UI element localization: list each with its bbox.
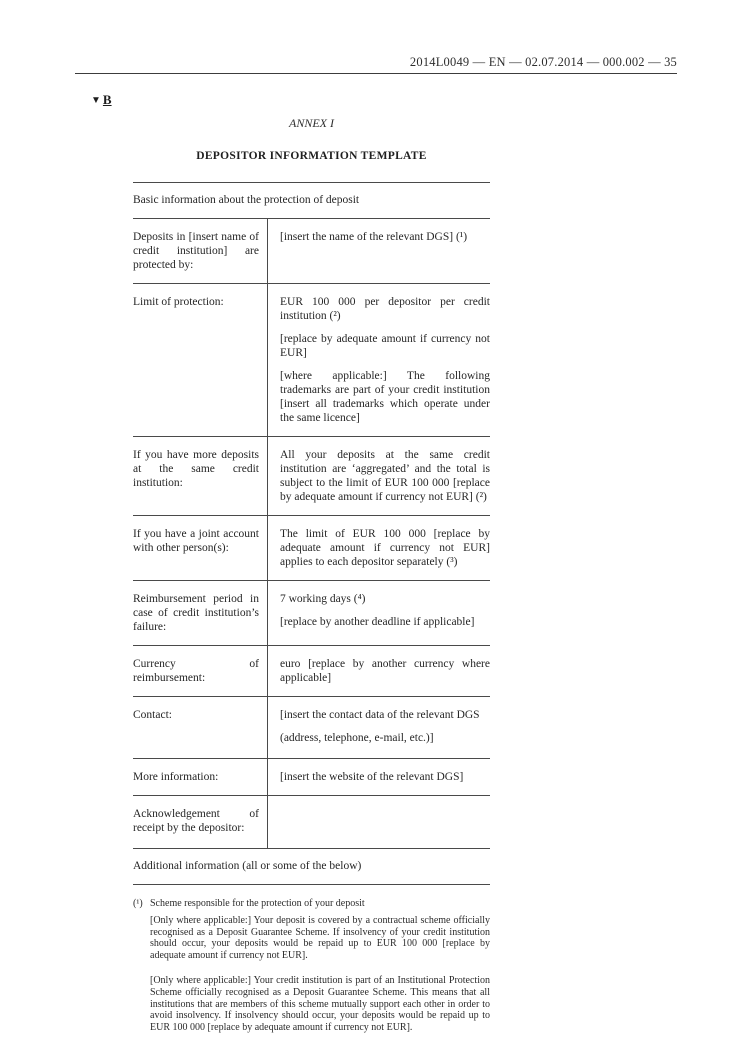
triangle-down-icon: ▼: [91, 95, 101, 106]
change-marker: [91, 92, 112, 108]
row-value-paragraph: [insert the website of the relevant DGS]: [280, 771, 464, 783]
row-value: [268, 219, 490, 283]
row-value: [268, 581, 490, 645]
header-rule: [75, 73, 677, 74]
row-value-paragraph: [replace by adequate amount if currency not EUR]: [280, 333, 490, 359]
row-value: [268, 284, 490, 436]
row-value-paragraph: [where applicable:] The following trademarks are part of your credit institution [insert all trademarks which operate under the same licence]: [280, 370, 490, 424]
table-row-reimbursement-period: [133, 581, 490, 646]
row-value: [268, 796, 490, 848]
row-label: More information:: [133, 759, 268, 795]
footnote-title: Scheme responsible for the protection of your deposit: [150, 898, 365, 909]
row-value: [268, 646, 490, 696]
row-value-paragraph: 7 working days (⁴): [280, 593, 366, 605]
footnote-body: [150, 898, 490, 1034]
row-value-paragraph: The limit of EUR 100 000 [replace by adequate amount if currency not EUR] applies to each depositor separately (³): [280, 528, 490, 568]
row-value-paragraph: euro [replace by another currency where applicable]: [280, 658, 490, 684]
row-value: [268, 516, 490, 580]
table-footer: Additional information (all or some of the below): [133, 849, 490, 885]
row-value-paragraph: EUR 100 000 per depositor per credit institution (²): [280, 296, 490, 322]
row-value-paragraph: [insert the name of the relevant DGS] (¹): [280, 231, 468, 243]
footnote-paragraph: [Only where applicable:] Your credit institution is part of an Institutional Protection Scheme officially recognised as a Deposit Guarantee Scheme. This means that all institutions that are members of this scheme mutually support each other in order to avoid insolvency. If insolvency should occur, your deposits would be repaid up to EUR 100 000 [replace by adequate amount if currency not EUR].: [150, 974, 490, 1034]
table-row-joint-account: [133, 516, 490, 581]
row-label: Contact:: [133, 697, 268, 758]
footnote-1: [133, 898, 490, 1034]
footnote-marker: (¹): [133, 898, 143, 909]
table-row-deposits-protected-by: [133, 219, 490, 284]
row-value-paragraph: (address, telephone, e-mail, etc.)]: [280, 732, 434, 744]
table-row-more-information: [133, 759, 490, 796]
row-value-paragraph: All your deposits at the same credit institution are ‘aggregated’ and the total is subject to the limit of EUR 100 000 [replace by adequate amount if currency not EUR] (²): [280, 449, 490, 503]
depositor-information-table: [133, 182, 490, 885]
row-label: If you have a joint account with other person(s):: [133, 516, 268, 580]
annex-title: ANNEX I: [289, 116, 334, 130]
table-row-currency: [133, 646, 490, 697]
row-value-paragraph: [insert the contact data of the relevant DGS: [280, 709, 480, 721]
table-row-contact: [133, 697, 490, 759]
change-marker-label: B: [102, 92, 112, 107]
document-reference: 2014L0049 — EN — 02.07.2014 — 000.002 — 35: [409, 55, 677, 69]
row-value-paragraph: [replace by another deadline if applicable]: [280, 616, 475, 628]
table-row-limit-of-protection: [133, 284, 490, 437]
table-header: Basic information about the protection of deposit: [133, 183, 490, 219]
row-value: [268, 759, 490, 795]
footnotes-section: [133, 898, 490, 1034]
row-label: Deposits in [insert name of credit institution] are protected by:: [133, 219, 268, 283]
row-label: Limit of protection:: [133, 284, 268, 436]
document-title: DEPOSITOR INFORMATION TEMPLATE: [196, 150, 427, 162]
row-value: [268, 437, 490, 515]
row-label: Reimbursement period in case of credit institution’s failure:: [133, 581, 268, 645]
row-label: Acknowledgement of receipt by the depositor:: [133, 796, 268, 848]
document-body: [133, 116, 490, 1034]
row-label: Currency of reimbursement:: [133, 646, 268, 696]
row-label: If you have more deposits at the same credit institution:: [133, 437, 268, 515]
footnote-paragraph: [Only where applicable:] Your deposit is covered by a contractual scheme officially recognised as a Deposit Guarantee Scheme. If insolvency of your credit institution should occur, your deposits would be repaid up to EUR 100 000 [replace by adequate amount if currency not EUR].: [150, 914, 490, 962]
row-value: [268, 697, 490, 758]
table-row-acknowledgement: [133, 796, 490, 849]
table-row-more-deposits: [133, 437, 490, 516]
